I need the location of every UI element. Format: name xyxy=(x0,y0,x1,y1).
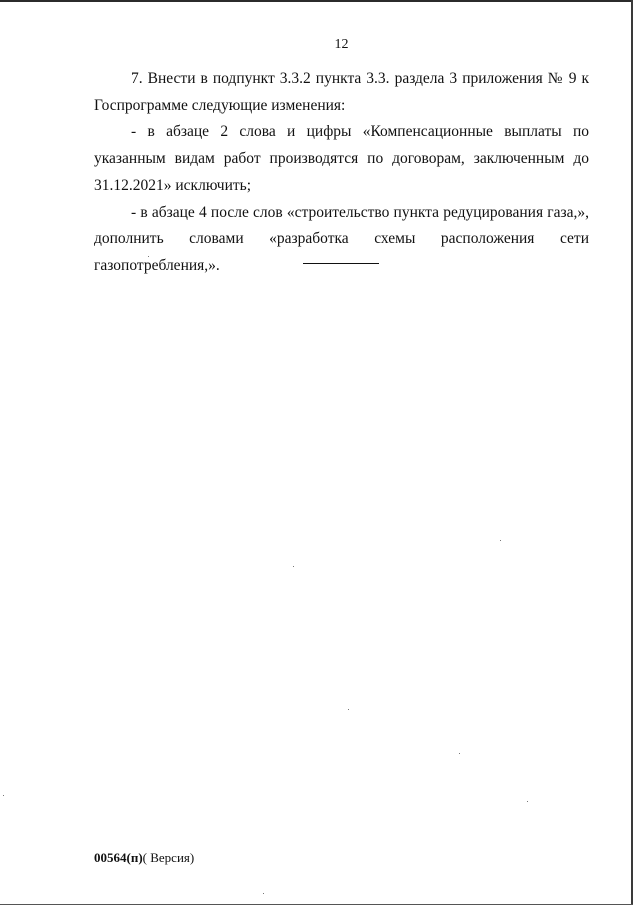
scan-speck xyxy=(148,256,149,257)
document-version: ( Версия) xyxy=(142,850,195,865)
scan-speck xyxy=(3,795,4,796)
document-body xyxy=(94,66,589,280)
paragraph-abzats-4-change: - в абзаце 4 после слов «строительство пункта редуцирования газа,», дополнить словами «разработка схемы расположения сети газопотребления,». xyxy=(94,203,589,274)
paragraph-abzats-2-change: - в абзаце 2 слова и цифры «Компенсационные выплаты по указанным видам работ производятся по договорам, заключенным до 31.12.2021» исключить; xyxy=(94,123,589,194)
scan-speck xyxy=(293,566,294,567)
paragraph-amendment-7: 7. Внести в подпункт 3.3.2 пункта 3.3. раздела 3 приложения № 9 к Госпрограмме следующие изменения: xyxy=(94,70,589,114)
scan-speck xyxy=(459,753,460,754)
document-code: 00564(п) xyxy=(94,850,143,865)
document-version-mark xyxy=(94,850,194,866)
scan-edge-top xyxy=(0,0,633,2)
scan-speck xyxy=(500,540,501,541)
scan-speck xyxy=(348,709,349,710)
scan-speck xyxy=(527,801,528,802)
scan-speck xyxy=(263,893,264,894)
section-divider xyxy=(303,263,379,264)
page-number: 12 xyxy=(334,37,349,52)
